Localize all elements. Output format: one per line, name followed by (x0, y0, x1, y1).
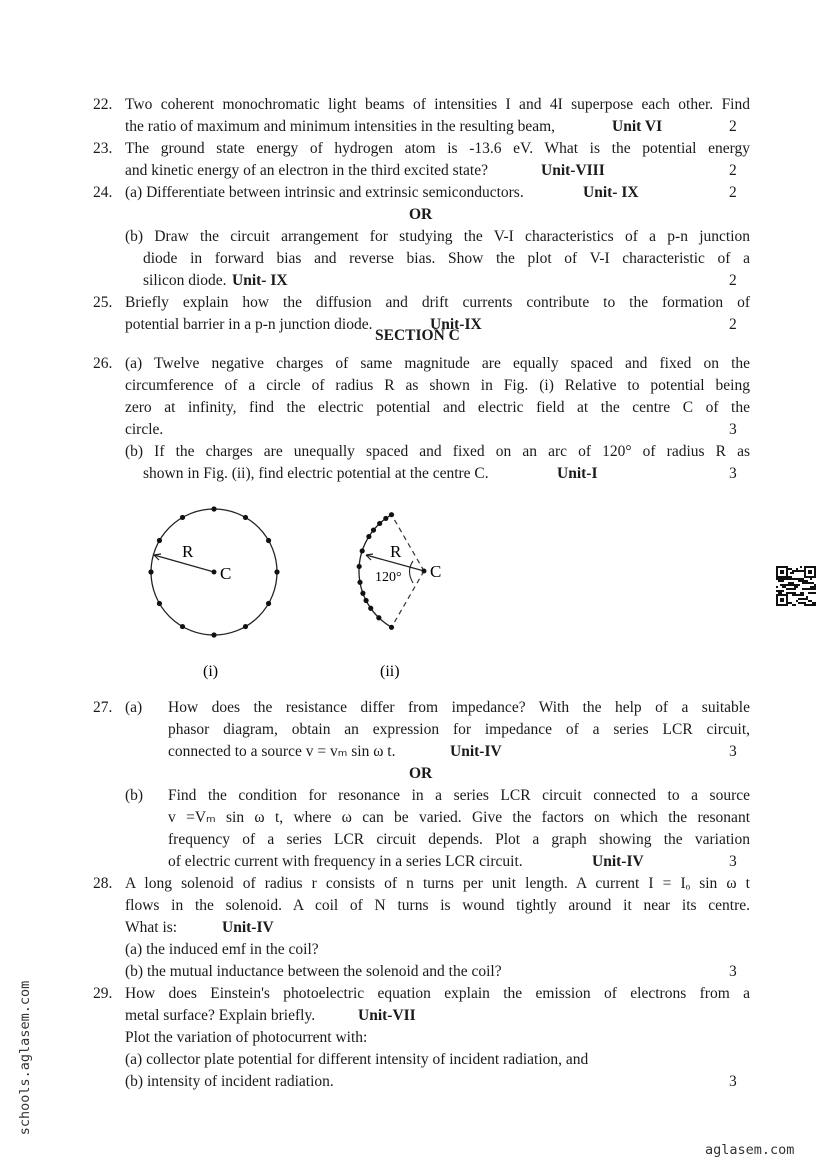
charge-dot (383, 516, 388, 521)
question-text: of electric current with frequency in a series LCR circuit. (168, 853, 523, 870)
qr-code-icon (776, 566, 816, 606)
charge-dot (180, 624, 185, 629)
marks: 2 (729, 272, 737, 289)
charge-figure (130, 495, 460, 690)
question-text: and kinetic energy of an electron in the third excited state? (125, 162, 488, 179)
charge-dot (377, 521, 382, 526)
marks: 2 (729, 118, 737, 135)
watermark-right: aglasem.com (705, 1142, 795, 1158)
q27-b-line3 (168, 830, 750, 850)
question-number: 24. (93, 184, 113, 201)
label-r: R (182, 542, 194, 561)
q28-line2 (125, 896, 750, 916)
charge-dot (266, 601, 271, 606)
q27-b-line1 (125, 786, 750, 806)
q22-line2 (125, 117, 750, 137)
q22-line1 (93, 95, 750, 115)
q23-line2 (125, 161, 750, 181)
question-text: shown in Fig. (ii), find electric potential at the centre C. (143, 465, 489, 482)
watermark-left: schools.aglasem.com (17, 980, 33, 1136)
charge-dot (357, 580, 362, 585)
unit-label: Unit-I (557, 465, 598, 482)
question-text: (b) the mutual inductance between the solenoid and the coil? (125, 963, 502, 980)
charge-dot (371, 527, 376, 532)
charge-dot (243, 624, 248, 629)
q27-b-line2 (168, 808, 750, 828)
question-text: (a) Twelve negative charges of same magnitude are equally spaced and fixed on the (125, 355, 750, 372)
q27-a-line2 (168, 720, 750, 740)
or-separator: OR (409, 206, 433, 223)
q27-a-line3 (168, 742, 750, 762)
marks: 2 (729, 162, 737, 179)
q29-line5 (125, 1072, 750, 1092)
charge-dot (211, 506, 216, 511)
marks: 3 (729, 743, 737, 760)
label-c: C (430, 562, 442, 581)
question-text: (b) Draw the circuit arrangement for studying the V-I characteristics of a p-n junction (125, 228, 750, 245)
charge-dot (357, 564, 362, 569)
q28-line5 (125, 962, 750, 982)
q26-b-line2 (143, 464, 750, 484)
marks: 2 (729, 316, 737, 333)
question-number: 26. (93, 355, 113, 372)
unit-label: Unit-IX (430, 316, 482, 333)
question-text: potential barrier in a p-n junction diode. (125, 316, 373, 333)
unit-label: Unit-IV (592, 853, 644, 870)
caption-ii: (ii) (380, 663, 400, 680)
charge-dot (148, 569, 153, 574)
question-text: Briefly explain how the diffusion and drift currents contribute to the formation of (125, 294, 750, 311)
question-number: 25. (93, 294, 113, 311)
charge-dot (157, 538, 162, 543)
question-text: flows in the solenoid. A coil of N turns is wound tightly around it near its centre. (125, 897, 750, 914)
question-text: zero at infinity, find the electric potential and electric field at the centre C of the (125, 399, 750, 416)
unit-label: Unit VI (612, 118, 663, 135)
q24-a (93, 183, 750, 203)
charge-dot (180, 515, 185, 520)
marks: 3 (729, 963, 737, 980)
question-number: 23. (93, 140, 113, 157)
question-text: diode in forward bias and reverse bias. Show the plot of V-I characteristic of a (143, 250, 750, 267)
q28-line4: (a) the induced emf in the coil? (125, 941, 319, 958)
question-text: metal surface? Explain briefly. (125, 1007, 316, 1024)
q27-b-line4 (168, 852, 750, 872)
part-label: (b) (125, 787, 144, 804)
question-text: Find the condition for resonance in a series LCR circuit connected to a source (168, 787, 750, 804)
marks: 3 (729, 421, 737, 438)
label-r: R (390, 542, 402, 561)
question-text: Two coherent monochromatic light beams of intensities I and 4I superpose each other. Find (125, 96, 750, 113)
charge-dot (360, 548, 365, 553)
charge-dot (243, 515, 248, 520)
q26-a-line3 (125, 398, 750, 418)
unit-label: Unit-IV (222, 919, 274, 936)
unit-label: Unit-IV (450, 743, 502, 760)
unit-label: Unit- IX (232, 272, 288, 289)
q24-b-line3 (143, 271, 750, 291)
q26-a-line4 (125, 420, 750, 440)
question-number: 27. (93, 699, 113, 716)
charge-dot (360, 591, 365, 596)
q27-a-line1 (93, 698, 750, 718)
question-number: 28. (93, 875, 113, 892)
charge-dot (211, 632, 216, 637)
q28-line1 (93, 874, 750, 894)
unit-label: Unit- IX (583, 184, 639, 201)
question-text: (b) intensity of incident radiation. (125, 1073, 334, 1090)
figure-i-circle (148, 506, 279, 680)
question-text: circle. (125, 421, 164, 438)
unit-label: Unit-VIII (541, 162, 605, 179)
q28-line3 (125, 918, 750, 938)
question-number: 29. (93, 985, 113, 1002)
marks: 3 (729, 465, 737, 482)
question-text: How does the resistance differ from impedance? With the help of a suitable (168, 699, 750, 716)
question-text: The ground state energy of hydrogen atom is -13.6 eV. What is the potential energy (125, 140, 750, 157)
q26-a-line1 (93, 354, 750, 374)
q24-b-line2 (143, 249, 750, 269)
marks: 3 (729, 1073, 737, 1090)
question-text: silicon diode. (143, 272, 227, 289)
question-text: (a) Differentiate between intrinsic and extrinsic semiconductors. (125, 184, 524, 201)
caption-i: (i) (203, 663, 219, 680)
q23-line1 (93, 139, 750, 159)
label-angle: 120° (375, 570, 402, 585)
part-label: (a) (125, 699, 143, 716)
question-text: circumference of a circle of radius R as shown in Fig. (i) Relative to potential being (125, 377, 750, 394)
charge-dot (389, 512, 394, 517)
charge-dot (368, 606, 373, 611)
figure-ii-arc (357, 512, 442, 680)
charge-dot (366, 534, 371, 539)
question-text: the ratio of maximum and minimum intensities in the resulting beam, (125, 118, 556, 135)
q24-b-line1 (125, 227, 750, 247)
question-text: What is: (125, 919, 178, 936)
question-text: connected to a source v = vₘ sin ω t. (168, 743, 396, 760)
q29-line1 (93, 984, 750, 1004)
question-text: (b) If the charges are unequally spaced and fixed on an arc of 120° of radius R as (125, 443, 750, 460)
question-number: 22. (93, 96, 113, 113)
charge-dot (274, 569, 279, 574)
question-text: How does Einstein's photoelectric equation explain the emission of electrons from a (125, 985, 750, 1002)
label-c: C (220, 564, 232, 583)
unit-label: Unit-VII (358, 1007, 416, 1024)
q29-line2 (125, 1006, 750, 1026)
or-separator: OR (409, 765, 433, 782)
q29-line3: Plot the variation of photocurrent with: (125, 1029, 368, 1046)
q25-line1 (93, 293, 750, 313)
q26-a-line2 (125, 376, 750, 396)
marks: 2 (729, 184, 737, 201)
marks: 3 (729, 853, 737, 870)
charge-dot (376, 615, 381, 620)
charge-dot (389, 625, 394, 630)
charge-dot (266, 538, 271, 543)
q26-b-line1 (125, 442, 750, 462)
question-text: A long solenoid of radius r consists of n turns per unit length. A current I = Iₒ sin ω t (125, 875, 750, 892)
question-text: phasor diagram, obtain an expression for impedance of a series LCR circuit, (168, 721, 750, 738)
charge-dot (363, 598, 368, 603)
question-text: frequency of a series LCR circuit depends. Plot a graph showing the variation (168, 831, 750, 848)
q29-line4: (a) collector plate potential for different intensity of incident radiation, and (125, 1051, 589, 1068)
section-heading: SECTION C (375, 327, 460, 344)
question-text: v =Vₘ sin ω t, where ω can be varied. Give the factors on which the resonant (168, 809, 750, 826)
charge-dot (157, 601, 162, 606)
